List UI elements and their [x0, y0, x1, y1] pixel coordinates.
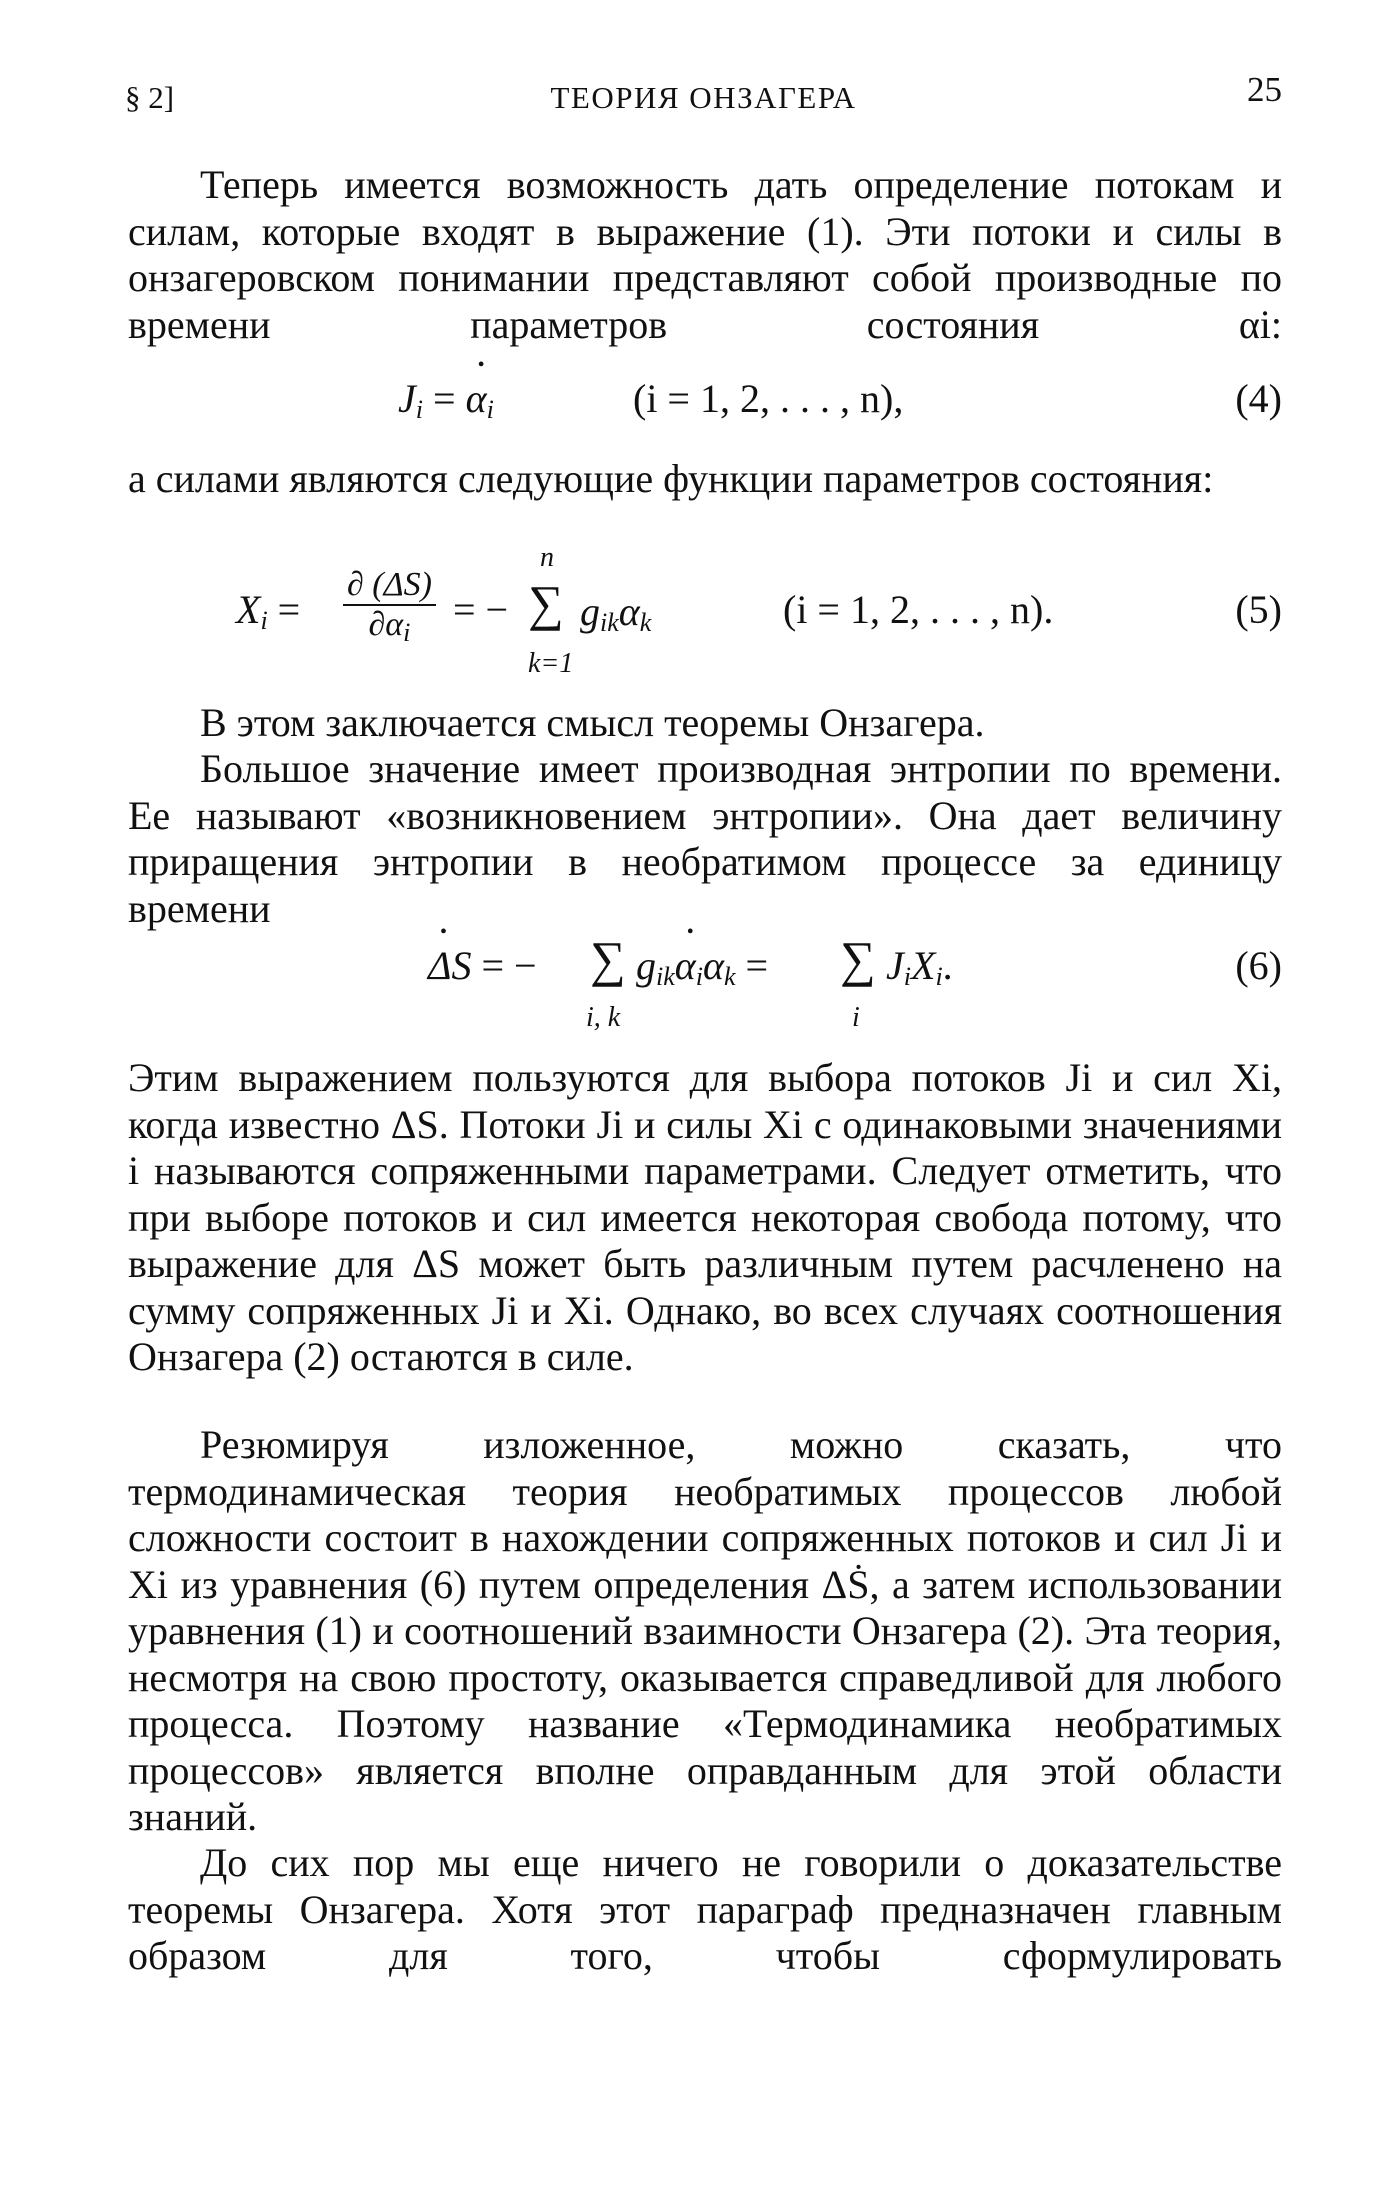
equation-6: • ΔS = − ∑ i, k $g_{ik}•$ $\alpha_i\alpha_k$ = ∑ i $J_iX_i$. (6) — [128, 930, 1282, 1040]
paragraph-7: До сих пор мы еще ничего не говорили о доказательстве теоремы Онзагера. Хотя этот параграф предназначен главным образом для того, чтобы сформулировать — [128, 1840, 1282, 1978]
equation-4-number: (4) — [1235, 376, 1282, 421]
equation-4-range: (i = 1, 2, . . . , n), — [633, 376, 904, 421]
equation-5-fraction: $\frac{\partial (\Delta S)}{\partial\alpha_i}$ — [343, 566, 436, 648]
paragraph-3: В этом заключается смысл теоремы Онзагера. — [200, 700, 985, 745]
equation-5: $X_i$ = $\frac{\partial (\Delta S)}{\partial\alpha_i}$ = − n ∑ k=1 $g_{ik}\alpha_k$ (i = 1, 2, . . . , n). (5) — [236, 542, 1282, 679]
paragraph-2: а силами являются следующие функции параметров состояния: — [128, 456, 1214, 501]
equation-5-range: (i = 1, 2, . . . , n). — [783, 587, 1054, 632]
paragraph-1: Теперь имеется возможность дать определение потокам и силам, которые входят в выражение (1). Эти потоки и силы в онзагеровском понимании представляют собой производные по времени параметров состояния αi: — [128, 162, 1282, 347]
paragraph-4: Большое значение имеет производная энтропии по времени. Ее называют «возникновением энтропии». Она дает величину приращения энтропии в необратимом процессе за единицу времени — [128, 746, 1282, 931]
section-marker: § 2] — [125, 80, 175, 115]
equation-6-number: (6) — [1235, 943, 1282, 988]
equation-4: $J_i$ = • $\alpha_i$ (i = 1, 2, . . . , n), (4) — [128, 375, 1282, 435]
paragraph-6: Резюмируя изложенное, можно сказать, что термодинамическая теория необратимых процессов любой сложности состоит в нахождении сопряженных потоков и сил Ji и Xi из уравнения (6) путем определения ΔṠ, а затем использовании уравнения (1) и соотношений взаимности Онзагера (2). Эта теория, несмотря на свою простоту, оказывается справедливой для любого процесса. Поэтому название «Термодинамика необратимых процессов» является вполне оправданным для этой области знаний. — [128, 1422, 1282, 1839]
running-header — [125, 70, 1282, 126]
page-number: 25 — [1247, 70, 1282, 109]
chapter-title: ТЕОРИЯ ОНЗАГЕРА — [550, 80, 857, 115]
equation-5-number: (5) — [1235, 587, 1282, 632]
paragraph-5: Этим выражением пользуются для выбора потоков Ji и сил Xi, когда известно ΔS. Потоки Ji и силы Xi с одинаковыми значениями i называются сопряженными параметрами. Следует отметить, что при выборе потоков и сил имеется некоторая свобода потому, что выражение для ΔS может быть различным путем расчленено на сумму сопряженных Ji и Xi. Однако, во всех случаях соотношения Онзагера (2) остаются в силе. — [128, 1055, 1282, 1379]
